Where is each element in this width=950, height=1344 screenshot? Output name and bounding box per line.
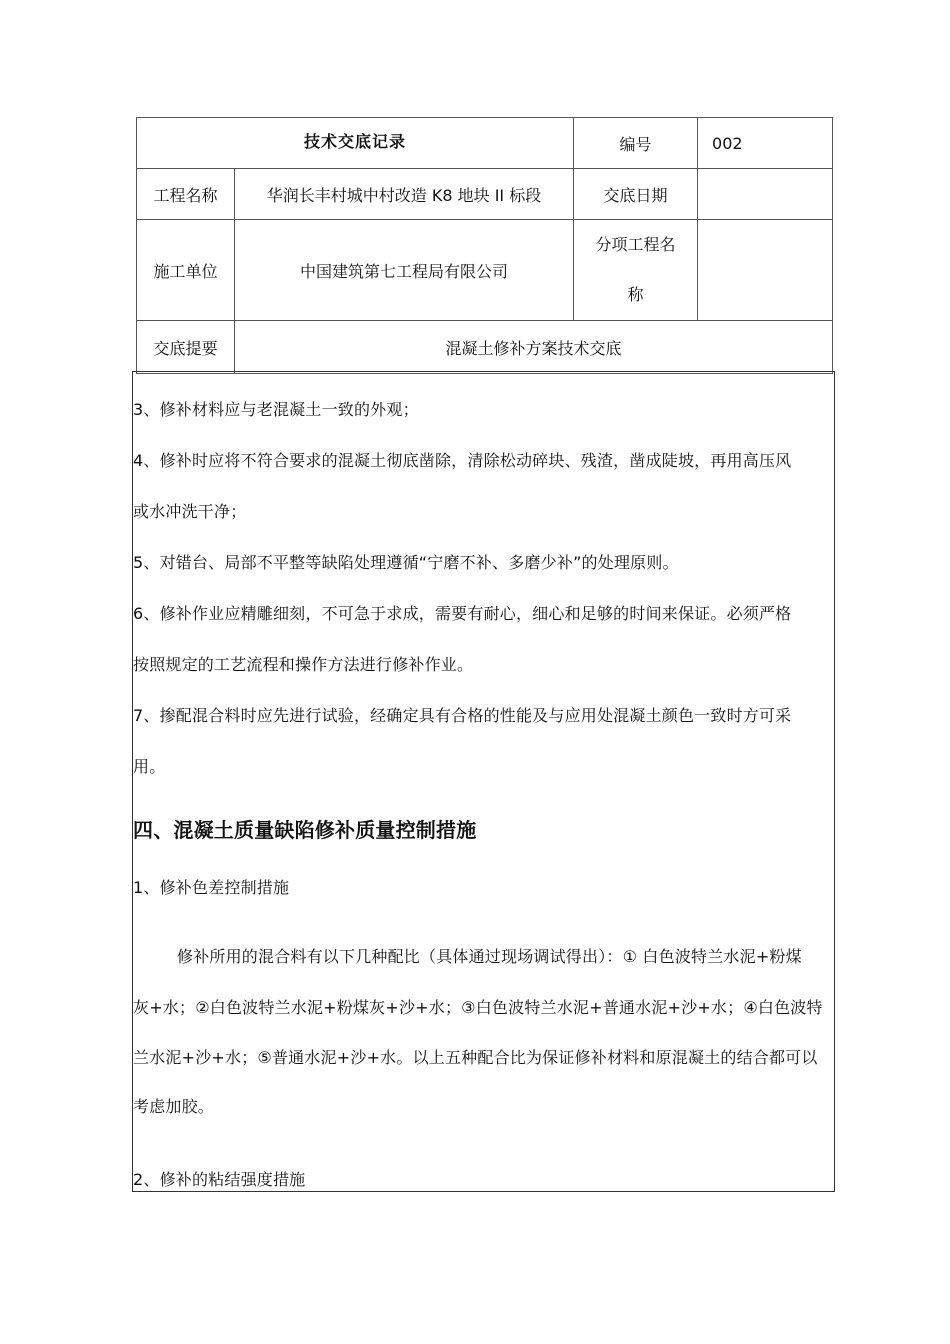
header-row-unit: [137, 220, 833, 321]
unit-label: 施工单位: [137, 220, 235, 321]
body-line: 考虑加胶。: [133, 1097, 215, 1116]
body-line: 3、修补材料应与老混凝土一致的外观；: [133, 400, 419, 419]
subitem-label-line1: 分项工程名: [595, 235, 676, 254]
date-label: 交底日期: [574, 169, 698, 220]
subsection-heading: 1、修补色差控制措施: [133, 878, 290, 897]
body-line: 按照规定的工艺流程和操作方法进行修补作业。: [133, 655, 474, 674]
number-label: 编号: [574, 118, 698, 169]
section-heading: 四、混凝土质量缺陷修补质量控制措施: [133, 818, 477, 842]
body-line: 修补所用的混合料有以下几种配比（具体通过现场调试得出）：① 白色波特兰水泥+粉煤: [177, 947, 802, 966]
body-line: 灰+水；②白色波特兰水泥+粉煤灰+沙+水；③白色波特兰水泥+普通水泥+沙+水；④白色波特: [133, 998, 823, 1017]
body-line: 6、修补作业应精雕细刻，不可急于求成，需要有耐心，细心和足够的时间来保证。必须严格: [133, 604, 792, 623]
body-line: 4、修补时应将不符合要求的混凝土彻底凿除，清除松动碎块、残渣，凿成陡坡，再用高压风: [133, 451, 792, 470]
header-table: [136, 117, 833, 374]
project-value: 华润长丰村城中村改造 K8 地块 II 标段: [235, 169, 574, 220]
document-title: 技术交底记录: [137, 118, 574, 169]
subitem-label: [574, 220, 698, 321]
body-line: 用。: [133, 757, 166, 776]
content-box: [132, 371, 835, 1192]
number-value: 002: [698, 118, 833, 169]
subsection-heading: 2、修补的粘结强度措施: [133, 1170, 306, 1189]
unit-value: 中国建筑第七工程局有限公司: [235, 220, 574, 321]
body-line: 7、掺配混合料时应先进行试验，经确定具有合格的性能及与应用处混凝土颜色一致时方可采: [133, 706, 792, 725]
header-row-project: [137, 169, 833, 220]
body-line: 5、对错台、局部不平整等缺陷处理遵循“宁磨不补、多磨少补”的处理原则。: [133, 553, 679, 572]
summary-value: 混凝土修补方案技术交底: [235, 321, 833, 374]
body-line: 或水冲洗干净；: [133, 502, 247, 521]
project-label: 工程名称: [137, 169, 235, 220]
header-row-summary: [137, 321, 833, 374]
subitem-label-line2: 称: [627, 285, 644, 304]
body-line: 兰水泥+沙+水；⑤普通水泥+沙+水。以上五种配合比为保证修补材料和原混凝土的结合都可以: [133, 1048, 818, 1067]
subitem-value: [698, 220, 833, 321]
header-row-title: [137, 118, 833, 169]
date-value: [698, 169, 833, 220]
summary-label: 交底提要: [137, 321, 235, 374]
